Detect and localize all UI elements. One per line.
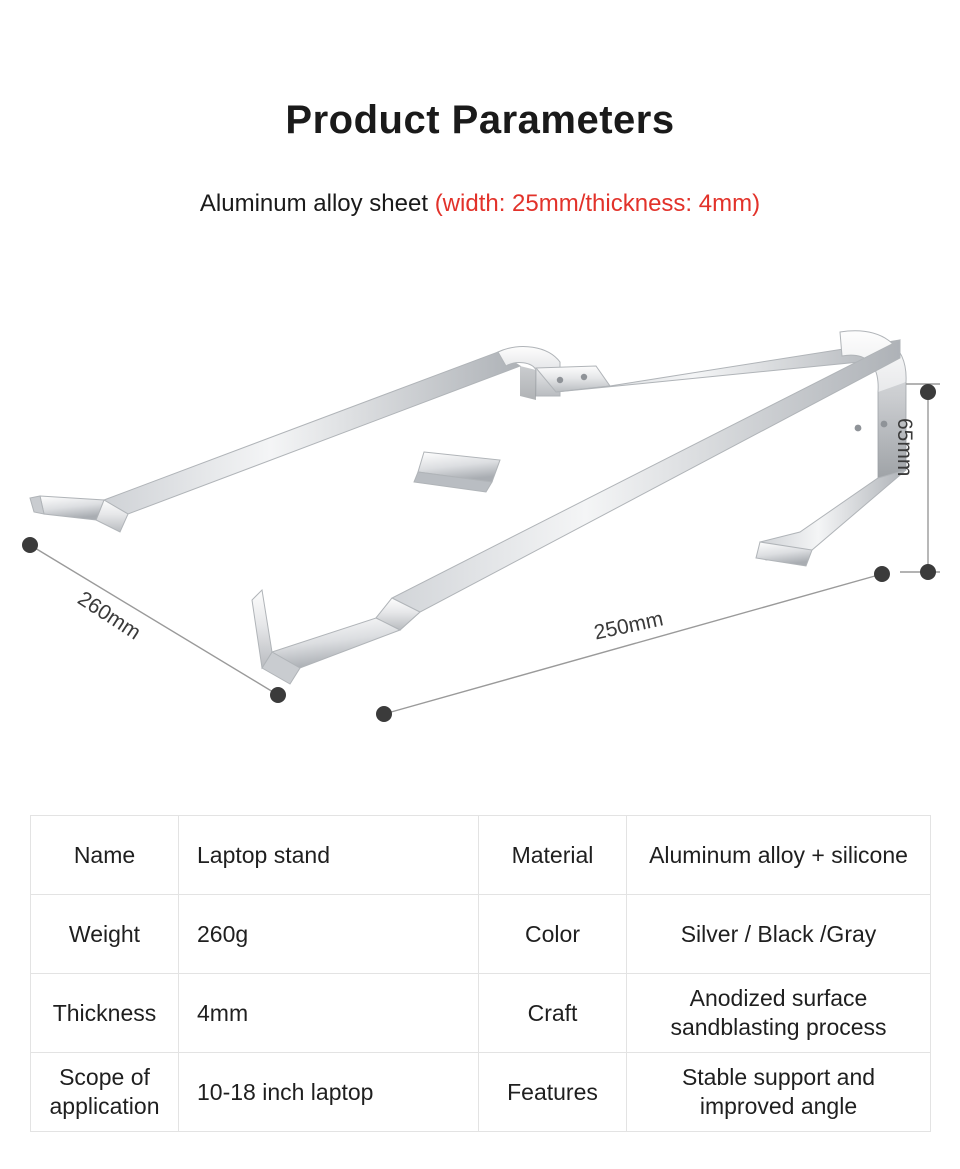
spec-value: Anodized surface sandblasting process (627, 974, 931, 1053)
spec-key: Material (479, 816, 627, 895)
spec-key: Weight (31, 895, 179, 974)
subtitle-accent-text: (width: 25mm/thickness: 4mm) (434, 190, 761, 217)
spec-key: Color (479, 895, 627, 974)
stand-front-left-foot (252, 590, 400, 684)
dimension-label-depth: 260mm (73, 587, 145, 645)
spec-value: 4mm (179, 974, 479, 1053)
stand-front-right-arm (756, 470, 906, 566)
spec-value: 260g (179, 895, 479, 974)
dimension-label-width: 250mm (592, 607, 666, 645)
page-title: Product Parameters (285, 98, 675, 142)
laptop-stand-drawing (0, 300, 960, 780)
spec-value: 10-18 inch laptop (179, 1053, 479, 1132)
product-dimension-illustration (0, 300, 960, 780)
subtitle-main-text: Aluminum alloy sheet (199, 190, 435, 217)
table-row (31, 974, 931, 1053)
spec-key: Thickness (31, 974, 179, 1053)
spec-value: Silver / Black /Gray (627, 895, 931, 974)
spec-value: Laptop stand (179, 816, 479, 895)
stand-laptop-stopper (414, 452, 500, 492)
spec-value: Aluminum alloy + silicone (627, 816, 931, 895)
table-row (31, 1053, 931, 1132)
specifications-table (30, 815, 931, 1132)
spec-value: Stable support and improved angle (627, 1053, 931, 1132)
dimension-label-height: 65mm (893, 418, 916, 477)
spec-key: Craft (479, 974, 627, 1053)
table-row (31, 816, 931, 895)
stand-rear-arm (30, 352, 520, 532)
spec-key: Features (479, 1053, 627, 1132)
spec-key: Name (31, 816, 179, 895)
page-subtitle (0, 190, 960, 218)
spec-key: Scope of application (31, 1053, 179, 1132)
table-row (31, 895, 931, 974)
